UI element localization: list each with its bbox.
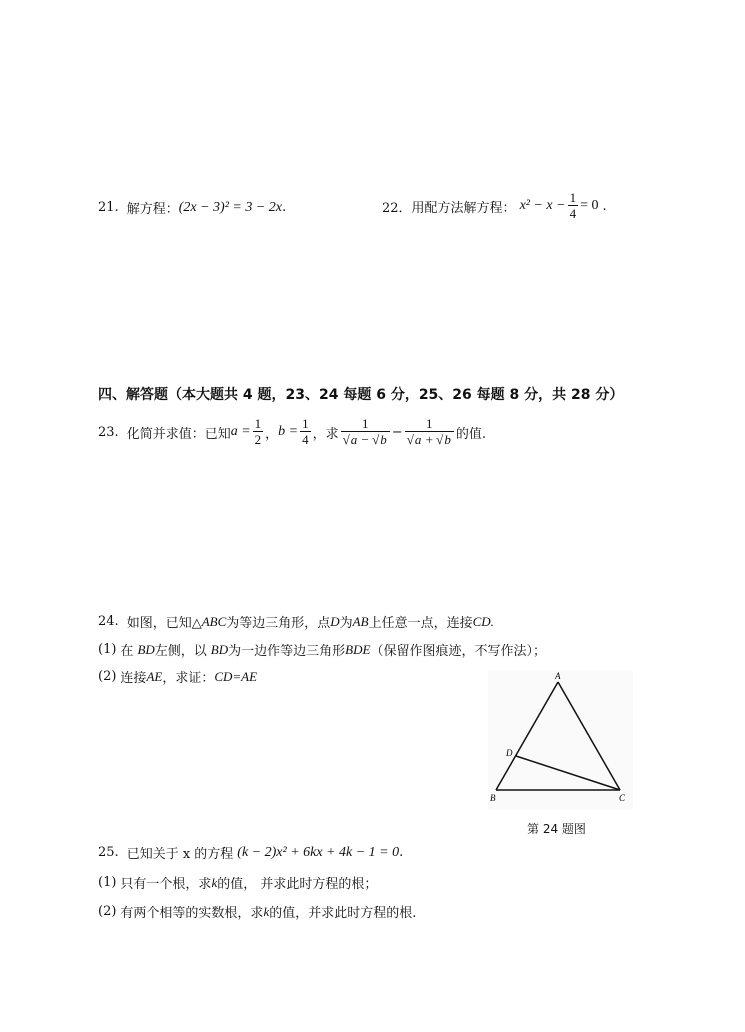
q25-p1-k: k <box>211 874 218 890</box>
q25-p1-text-b: 的值， 并求此时方程的根； <box>217 877 378 892</box>
q23-f1-num: 1 <box>361 416 369 431</box>
q24-p1-bde: BDE <box>345 641 371 657</box>
q25-equation: (k − 2)x² + 6kx + 4k − 1 = 0 <box>237 844 400 860</box>
q24-p1-text-a: 在 <box>120 644 134 659</box>
label-b: B <box>490 793 496 803</box>
q22-text: 用配方法解方程： <box>411 200 516 216</box>
q24-p2-text-a: 连接 <box>120 671 147 686</box>
question-24-line-1 <box>98 612 494 631</box>
q23-fraction-1 <box>341 416 390 448</box>
q24-p1-bd-1: BD <box>137 641 155 657</box>
q23-ask: 求 <box>325 426 339 442</box>
question-25 <box>98 843 403 862</box>
q22-equation-left: x² − x − <box>519 198 566 213</box>
q22-fraction <box>568 190 579 222</box>
q24-p2-number: (2) <box>98 669 117 684</box>
q24-p1-text-c: 为一边作等边三角形 <box>228 644 346 659</box>
q23-b-label: b = <box>278 424 299 439</box>
q23-f2-den: √a + √b <box>405 431 454 448</box>
q22-number: 22． <box>382 200 412 216</box>
q24-number: 24. <box>98 614 119 629</box>
q25-number: 25. <box>98 845 119 860</box>
q24-p1-number: (1) <box>98 642 117 657</box>
q21-equation: (2x − 3)² = 3 − 2x <box>178 199 282 215</box>
q24-p1-text-d: （保留作图痕迹，不写作法）； <box>370 644 546 659</box>
q23-a-fraction <box>253 416 264 448</box>
q23-f2-sqrt-b: b <box>444 432 451 447</box>
label-c: C <box>619 793 626 803</box>
q24-segment-ab: AB <box>352 613 369 629</box>
q24-triangle-abc: ABC <box>201 613 227 629</box>
q24-p2-ae: AE <box>146 668 163 684</box>
q22-end: . <box>602 198 607 214</box>
question-25-part-2 <box>98 902 416 921</box>
q23-f1-op: − <box>361 432 369 447</box>
q23-minus: − <box>391 424 403 440</box>
q23-a-label: a = <box>230 424 251 439</box>
q23-f1-den: √a − √b <box>341 431 390 448</box>
question-24-part-2 <box>98 667 257 686</box>
q24-point-d: D <box>330 613 340 629</box>
q22-frac-den: 4 <box>569 206 577 221</box>
q21-text: 解方程： <box>126 202 179 217</box>
q24-text-a: 如图，已知△ <box>126 616 202 631</box>
question-24-part-1 <box>98 640 546 659</box>
q22-frac-num: 1 <box>569 190 577 205</box>
q23-text: 化简并求值：已知 <box>126 426 231 442</box>
q25-p2-k: k <box>263 903 270 919</box>
q23-number: 23. <box>98 424 119 440</box>
q24-p1-text-b: 左侧，以 <box>154 644 207 659</box>
q23-b-fraction <box>300 416 311 448</box>
question-23: 23. 化简并求值：已知 a = $\frac{1}{2}$ ， b = $\frac{1}{4}$ ， 求 $\frac{1}{√a - √b}$ − $\frac{1}{√a + √b}$ 的值. <box>98 416 486 447</box>
figure-background <box>488 670 633 810</box>
q25-end: . <box>399 845 404 860</box>
q23-a-den: 2 <box>254 432 262 447</box>
q23-fraction-2 <box>405 416 454 448</box>
q25-p1-number: (1) <box>98 875 117 890</box>
q25-p2-number: (2) <box>98 904 117 919</box>
q24-text-d: 上任意一点，连接 <box>368 616 473 631</box>
figure-caption: 第 24 题图 <box>527 822 586 836</box>
q23-b-num: 1 <box>302 416 309 431</box>
q21-number: 21. <box>98 200 119 215</box>
question-25-part-1 <box>98 873 377 892</box>
q25-p2-text-a: 有两个相等的实数根，求 <box>120 906 264 921</box>
q23-f2-num: 1 <box>426 416 433 431</box>
question-22 <box>382 190 607 222</box>
q24-p2-equation: CD=AE <box>214 668 258 684</box>
label-a: A <box>555 671 561 681</box>
section-4-heading: 四、解答题（本大题共 4 题，23、24 每题 6 分，25、26 每题 8 分，共 28 分） <box>98 387 624 403</box>
q24-text-c: 为 <box>339 616 353 631</box>
triangle-figure <box>488 670 633 810</box>
q22-equation-right: = 0 <box>580 198 599 213</box>
q23-b-den: 4 <box>302 432 309 447</box>
q24-p2-text-b: ，求证： <box>162 671 215 686</box>
q25-p1-text-a: 只有一个根，求 <box>120 877 212 892</box>
q23-f2-sqrt-a: a <box>414 432 422 447</box>
q25-text: 已知关于 x 的方程 <box>126 847 234 862</box>
q23-f2-op: + <box>425 432 433 447</box>
q21-end: . <box>282 200 287 215</box>
q23-a-num: 1 <box>254 416 262 431</box>
q24-text-b: 为等边三角形，点 <box>226 616 331 631</box>
question-21 <box>98 198 286 217</box>
q23-tail: 的值. <box>455 426 486 442</box>
q24-segment-cd: CD. <box>472 613 494 629</box>
q23-f1-sqrt-b: b <box>380 432 387 447</box>
label-d: D <box>506 748 513 758</box>
q24-p1-bd-2: BD <box>210 641 229 657</box>
q23-f1-sqrt-a: a <box>350 432 358 447</box>
q25-p2-text-b: 的值，并求此时方程的根. <box>269 906 417 921</box>
